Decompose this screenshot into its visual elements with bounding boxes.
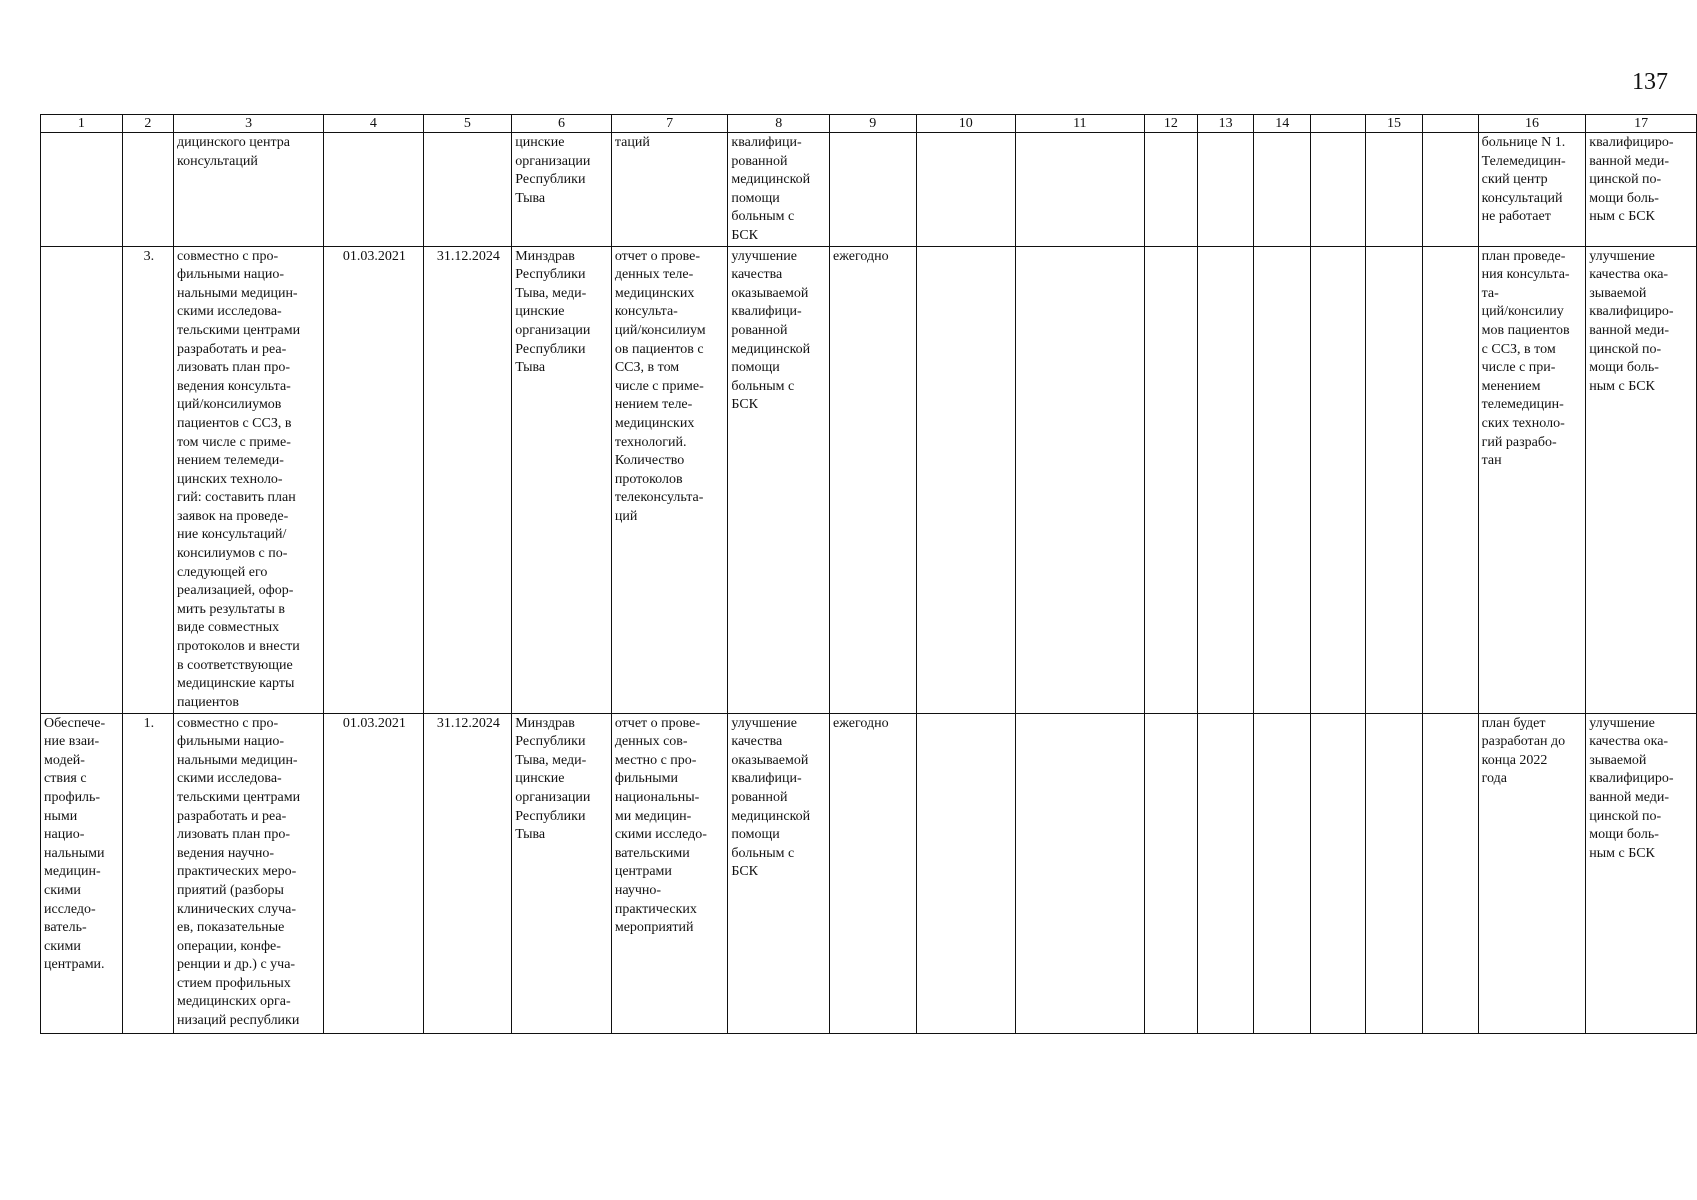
status-cell: план проведе- ния консульта- та- ций/консилиу мов пациентов с ССЗ, в том числе с при- менением телемедицин- ских техноло- гий разрабо- тан	[1478, 246, 1586, 713]
page-number: 137	[1632, 69, 1668, 95]
effect-cell: квалифициро- ванной меди- цинской по- мощи боль- ным с БСК	[1586, 133, 1697, 247]
empty-cell	[1144, 246, 1197, 713]
empty-cell	[1422, 246, 1478, 713]
column-number	[1422, 115, 1478, 133]
column-number: 10	[916, 115, 1015, 133]
goal-cell	[41, 133, 123, 247]
column-number: 9	[830, 115, 917, 133]
frequency-cell: ежегодно	[830, 246, 917, 713]
empty-cell	[1198, 246, 1254, 713]
status-cell: больнице N 1. Телемедицин- ский центр консультаций не работает	[1478, 133, 1586, 247]
start-date-cell	[324, 133, 423, 247]
empty-cell	[1254, 713, 1311, 1033]
empty-cell	[1144, 133, 1197, 247]
empty-cell	[1198, 133, 1254, 247]
column-number: 1	[41, 115, 123, 133]
item-number-cell: 1.	[122, 713, 173, 1033]
start-date-cell: 01.03.2021	[324, 246, 423, 713]
empty-cell	[1198, 713, 1254, 1033]
indicator-cell: отчет о прове- денных теле- медицинских консульта- ций/консилиум ов пациентов с ССЗ, в том числе с приме- нением теле- медицинских технологий. Количество протоколов телеконсульта- ций	[611, 246, 728, 713]
table-row	[41, 246, 1697, 713]
empty-cell	[1254, 133, 1311, 247]
effect-cell: улучшение качества ока- зываемой квалифициро- ванной меди- цинской по- мощи боль- ным с БСК	[1586, 713, 1697, 1033]
frequency-cell: ежегодно	[830, 713, 917, 1033]
result-cell: улучшение качества оказываемой квалифици- рованной медицинской помощи больным с БСК	[728, 246, 830, 713]
frequency-cell	[830, 133, 917, 247]
item-number-cell: 3.	[122, 246, 173, 713]
result-cell: улучшение качества оказываемой квалифици- рованной медицинской помощи больным с БСК	[728, 713, 830, 1033]
empty-cell	[1422, 133, 1478, 247]
end-date-cell: 31.12.2024	[423, 713, 512, 1033]
empty-cell	[1015, 246, 1144, 713]
column-number: 13	[1198, 115, 1254, 133]
column-numbers-row	[41, 115, 1697, 133]
column-number: 8	[728, 115, 830, 133]
goal-cell: Обеспече- ние взаи- модей- ствия с профиль- ными нацио- нальными медицин- скими исследо- ватель- скими центрами.	[41, 713, 123, 1033]
activity-cell: совместно с про- фильными нацио- нальными медицин- скими исследова- тельскими центрами разработать и реа- лизовать план про- ведения научно- практических меро- приятий (разборы клинических случа- ев, показательные операции, конфе- ренции и др.) с уча- стием профильных медицинских орга- низаций республики	[174, 713, 324, 1033]
empty-cell	[916, 246, 1015, 713]
column-number: 14	[1254, 115, 1311, 133]
empty-cell	[916, 713, 1015, 1033]
column-number: 7	[611, 115, 728, 133]
indicator-cell: таций	[611, 133, 728, 247]
responsible-cell: Минздрав Республики Тыва, меди- цинские организации Республики Тыва	[512, 246, 612, 713]
column-number: 5	[423, 115, 512, 133]
column-number	[1311, 115, 1366, 133]
start-date-cell: 01.03.2021	[324, 713, 423, 1033]
indicator-cell: отчет о прове- денных сов- местно с про- фильными национальны- ми медицин- скими исследо- вательскими центрами научно- практических мероприятий	[611, 713, 728, 1033]
end-date-cell	[423, 133, 512, 247]
empty-cell	[1311, 133, 1366, 247]
empty-cell	[1015, 133, 1144, 247]
column-number: 3	[174, 115, 324, 133]
column-number: 4	[324, 115, 423, 133]
responsible-cell: Минздрав Республики Тыва, меди- цинские организации Республики Тыва	[512, 713, 612, 1033]
empty-cell	[1366, 246, 1422, 713]
activity-cell: совместно с про- фильными нацио- нальными медицин- скими исследова- тельскими центрами разработать и реа- лизовать план про- ведения консульта- ций/консилиумов пациентов с ССЗ, в том числе с приме- нением телемеди- цинских техноло- гий: составить план заявок на проведе- ние консультаций/ консилиумов с по- следующей его реализацией, офор- мить результаты в виде совместных протоколов и внести в соответствующие медицинские карты пациентов	[174, 246, 324, 713]
column-number: 11	[1015, 115, 1144, 133]
activity-cell: дицинского центра консультаций	[174, 133, 324, 247]
column-number: 17	[1586, 115, 1697, 133]
column-number: 6	[512, 115, 612, 133]
empty-cell	[1366, 133, 1422, 247]
empty-cell	[1144, 713, 1197, 1033]
item-number-cell	[122, 133, 173, 247]
table-row	[41, 133, 1697, 247]
column-number: 16	[1478, 115, 1586, 133]
empty-cell	[1311, 713, 1366, 1033]
empty-cell	[1422, 713, 1478, 1033]
empty-cell	[916, 133, 1015, 247]
status-cell: план будет разработан до конца 2022 года	[1478, 713, 1586, 1033]
empty-cell	[1254, 246, 1311, 713]
empty-cell	[1015, 713, 1144, 1033]
result-cell: квалифици- рованной медицинской помощи больным с БСК	[728, 133, 830, 247]
column-number: 15	[1366, 115, 1422, 133]
end-date-cell: 31.12.2024	[423, 246, 512, 713]
empty-cell	[1311, 246, 1366, 713]
document-table	[40, 114, 1697, 1034]
effect-cell: улучшение качества ока- зываемой квалифициро- ванной меди- цинской по- мощи боль- ным с БСК	[1586, 246, 1697, 713]
table-row	[41, 713, 1697, 1033]
column-number: 2	[122, 115, 173, 133]
column-number: 12	[1144, 115, 1197, 133]
goal-cell	[41, 246, 123, 713]
empty-cell	[1366, 713, 1422, 1033]
responsible-cell: цинские организации Республики Тыва	[512, 133, 612, 247]
